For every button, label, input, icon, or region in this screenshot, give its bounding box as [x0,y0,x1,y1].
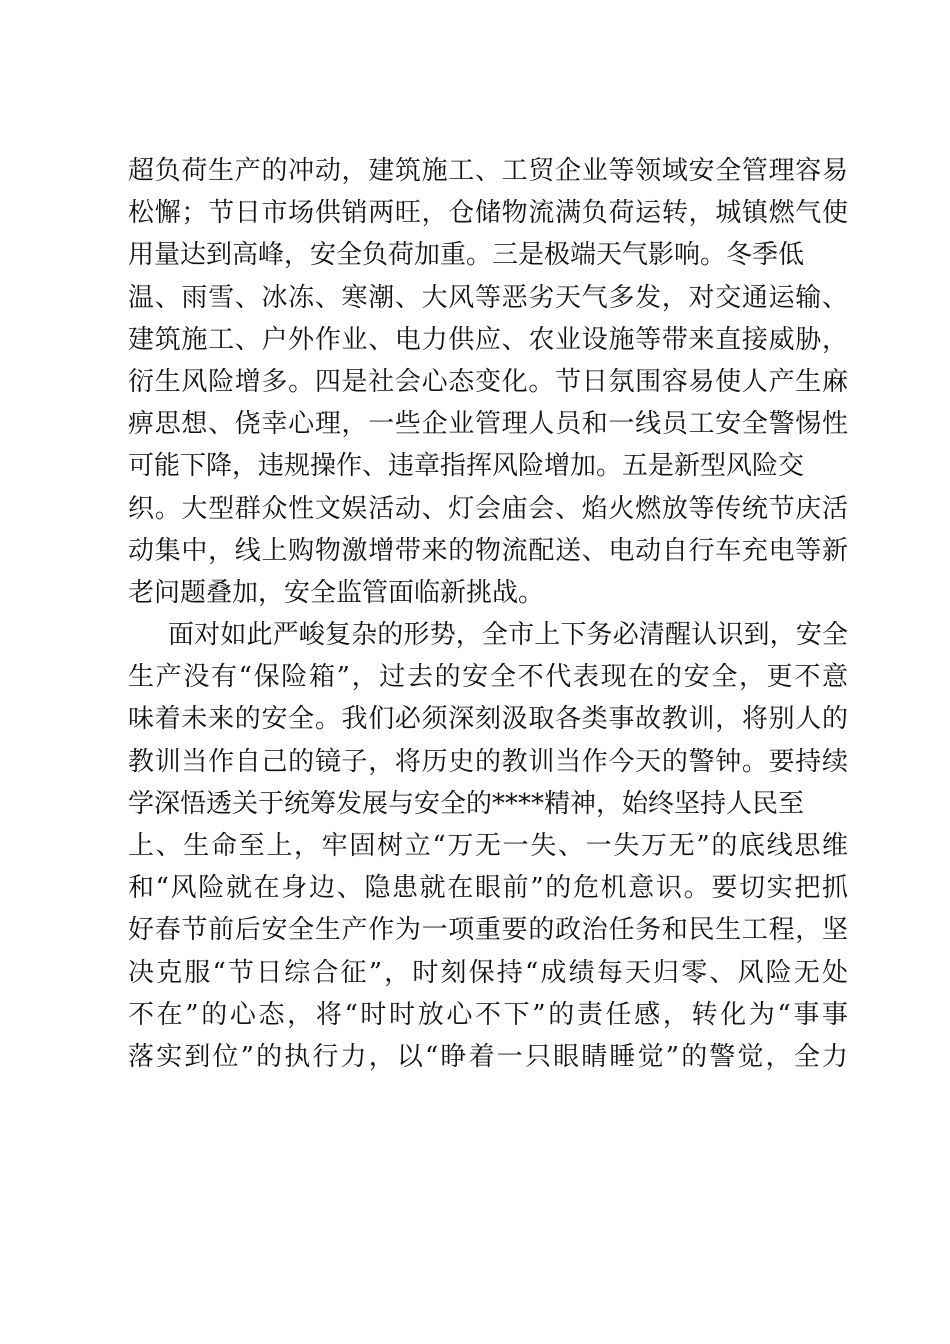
text-line: 味着未来的安全。我们必须深刻汲取各类事故教训，将别人的 [128,704,848,735]
text-line: 织。大型群众性文娱活动、灯会庙会、焰火燃放等传统节庆活 [128,493,848,524]
text-line: 落实到位”的执行力，以“睁着一只眼睛睡觉”的警觉，全力 [128,1041,848,1072]
text-line: 用量达到高峰，安全负荷加重。三是极端天气影响。冬季低 [128,240,805,271]
body-text [128,150,848,1078]
text-line: 教训当作自己的镜子，将历史的教训当作今天的警钟。要持续 [128,746,848,777]
text-line: 衍生风险增多。四是社会心态变化。节日氛围容易使人产生麻 [128,366,848,397]
text-line: 学深悟透关于统筹发展与安全的****精神，始终坚持人民至 [128,788,805,819]
text-line: 好春节前后安全生产作为一项重要的政治任务和民生工程，坚 [128,915,848,946]
text-line: 不在”的心态，将“时时放心不下”的责任感，转化为“事事 [128,999,848,1030]
text-line: 温、雨雪、冰冻、寒潮、大风等恶劣天气多发，对交通运输、 [128,282,848,313]
text-line: 超负荷生产的冲动，建筑施工、工贸企业等领域安全管理容易 [128,156,848,186]
text-line: 上、生命至上，牢固树立“万无一失、一失万无”的底线思维 [128,831,848,861]
paragraph-end-line: 老问题叠加，安全监管面临新挑战。 [128,577,545,608]
text-line: 痹思想、侥幸心理，一些企业管理人员和一线员工安全警惕性 [128,409,848,440]
paragraph-start-line: 面对如此严峻复杂的形势，全市上下务必清醒认识到，安全 [168,620,848,651]
text-line: 和“风险就在身边、隐患就在眼前”的危机意识。要切实把抓 [128,873,848,904]
text-line: 可能下降，违规操作、违章指挥风险增加。五是新型风险交 [128,451,805,482]
text-line: 动集中，线上购物激增带来的物流配送、电动自行车充电等新 [128,535,848,566]
text-line: 生产没有“保险箱”，过去的安全不代表现在的安全，更不意 [128,662,848,693]
text-line: 建筑施工、户外作业、电力供应、农业设施等带来直接威胁， [128,324,848,355]
text-line: 决克服“节日综合征”，时刻保持“成绩每天归零、风险无处 [128,957,848,988]
text-line: 松懈；节日市场供销两旺，仓储物流满负荷运转，城镇燃气使 [128,198,848,229]
